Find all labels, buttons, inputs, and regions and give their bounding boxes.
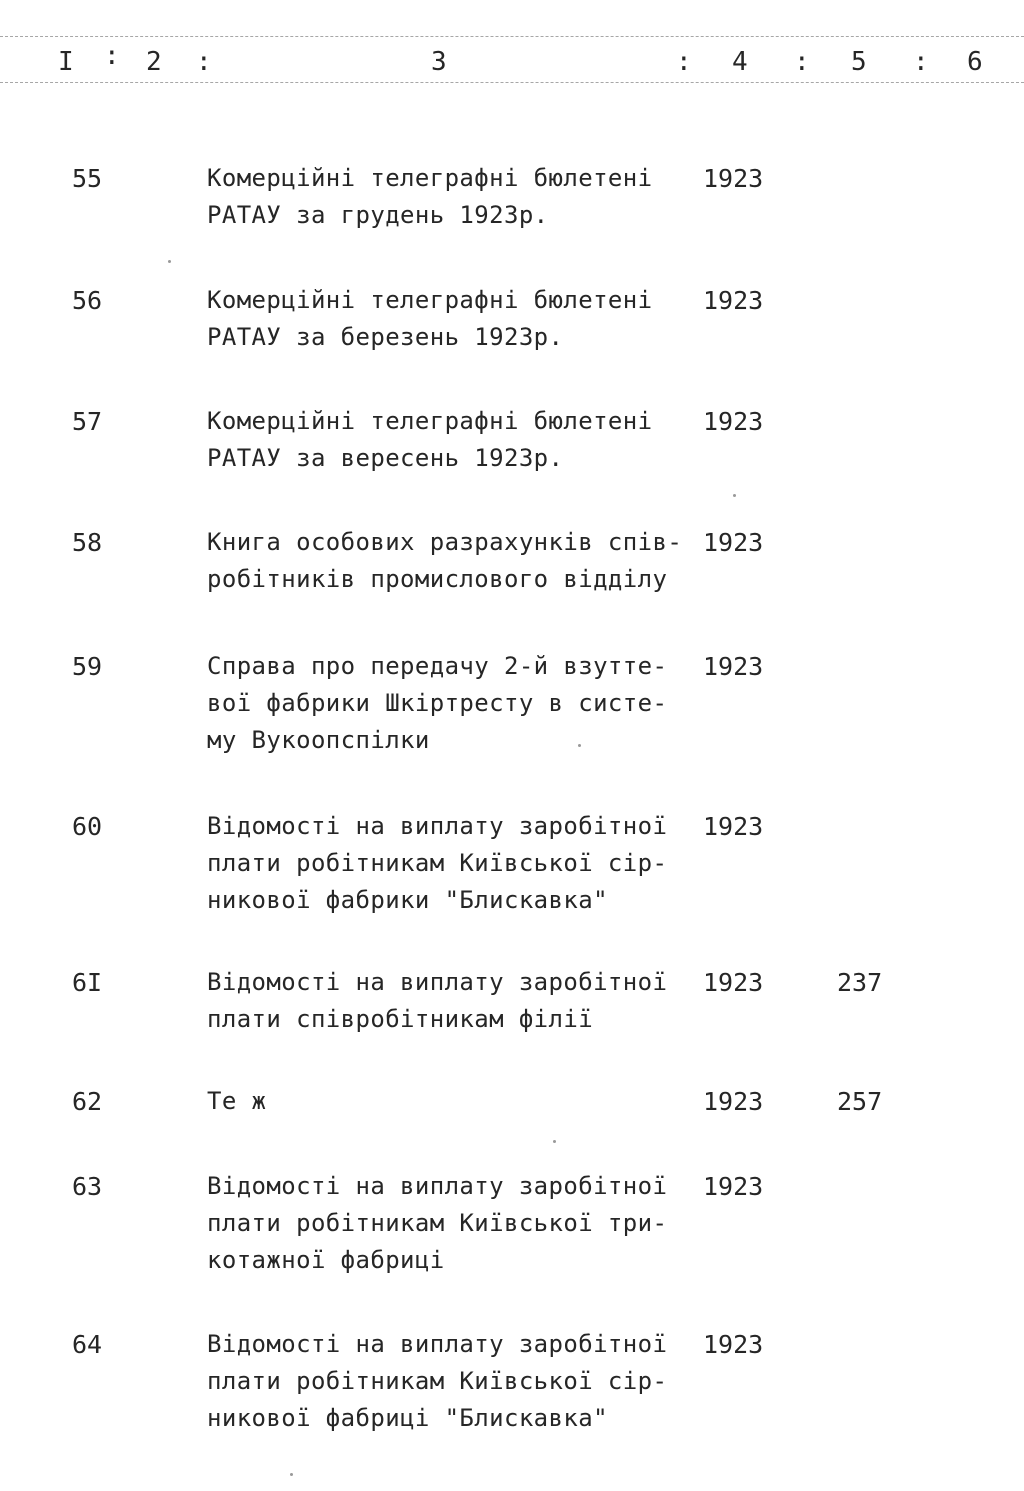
description-line: плати робітникам Київської сір- [207,1367,668,1395]
header-top-rule [0,36,1024,37]
header-bottom-rule [0,82,1024,83]
row-year: 1923 [703,652,764,681]
header-col-4: 4 [732,47,748,77]
row-number: 58 [72,528,103,557]
row-sheet-count: 237 [837,968,883,997]
paper-speck [290,1473,293,1476]
description-line: котажної фабриці [207,1246,445,1274]
row-number: 57 [72,407,103,436]
header-separator: : [794,47,810,77]
row-year: 1923 [703,164,764,193]
description-line: плати робітникам Київської три- [207,1209,668,1237]
row-number: 6I [72,968,103,997]
row-description [207,1168,697,1279]
row-year: 1923 [703,1330,764,1359]
row-description [207,403,697,477]
row-year: 1923 [703,968,764,997]
row-description [207,964,697,1038]
row-sheet-count: 257 [837,1087,883,1116]
row-description [207,648,697,759]
paper-speck [168,260,171,263]
row-year: 1923 [703,407,764,436]
description-line: вої фабрики Шкіртресту в систе- [207,689,668,717]
header-col-2: 2 [146,47,162,77]
description-line: робітників промислового відділу [207,565,668,593]
row-year: 1923 [703,812,764,841]
row-year: 1923 [703,1172,764,1201]
row-number: 59 [72,652,103,681]
row-description [207,524,697,598]
description-line: плати робітникам Київської сір- [207,849,668,877]
description-line: Комерційні телеграфні бюлетені [207,407,653,435]
description-line: Комерційні телеграфні бюлетені [207,286,653,314]
description-line: РАТАУ за вересень 1923р. [207,444,564,472]
header-col-5: 5 [851,47,867,77]
description-line: плати співробітникам філії [207,1005,594,1033]
row-year: 1923 [703,1087,764,1116]
description-line: Відомості на виплату заробітної [207,968,668,996]
description-line: Відомості на виплату заробітної [207,1330,668,1358]
description-line: Комерційні телеграфні бюлетені [207,164,653,192]
row-number: 55 [72,164,103,193]
header-separator: : [104,41,120,71]
paper-speck [553,1140,556,1143]
header-col-3: 3 [431,47,447,77]
paper-speck [733,494,736,497]
description-line: Відомості на виплату заробітної [207,812,668,840]
description-line: Те ж [207,1087,267,1115]
description-line: Відомості на виплату заробітної [207,1172,668,1200]
row-number: 64 [72,1330,103,1359]
description-line: Книга особових разрахунків спів- [207,528,683,556]
description-line: Справа про передачу 2-й взутте- [207,652,668,680]
description-line: РАТАУ за березень 1923р. [207,323,564,351]
paper-speck [578,744,581,747]
description-line: РАТАУ за грудень 1923р. [207,201,549,229]
header-col-1: I [58,47,74,77]
header-separator: : [196,47,212,77]
row-description [207,160,697,234]
header-separator: : [676,47,692,77]
description-line: никової фабрики "Блискавка" [207,886,608,914]
description-line: му Вукоопспілки [207,726,430,754]
row-number: 60 [72,812,103,841]
row-description [207,282,697,356]
header-separator: : [913,47,929,77]
header-col-6: 6 [967,47,983,77]
row-number: 56 [72,286,103,315]
row-number: 62 [72,1087,103,1116]
row-description [207,1083,697,1120]
row-year: 1923 [703,286,764,315]
row-description [207,1326,697,1437]
row-year: 1923 [703,528,764,557]
row-number: 63 [72,1172,103,1201]
description-line: никової фабриці "Блискавка" [207,1404,608,1432]
row-description [207,808,697,919]
